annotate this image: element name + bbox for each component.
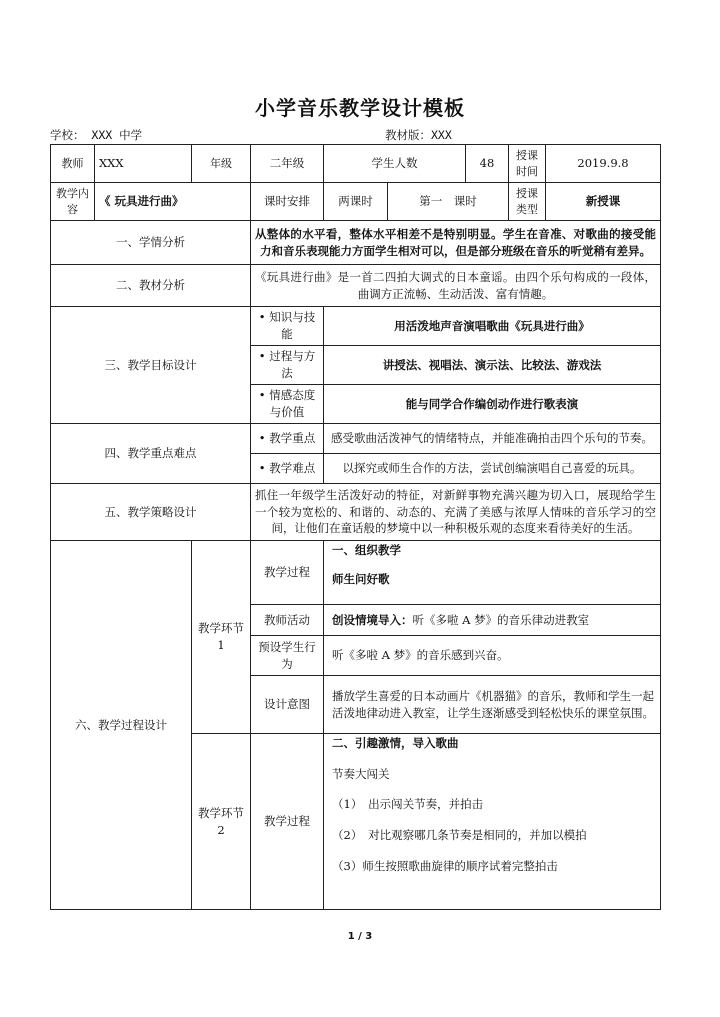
keypoint-row [51,424,661,454]
students-value: 48 [466,145,509,183]
stage2-label: 教学环节 2 [192,734,251,910]
keypoint-text: 感受歌曲活泼神气的情绪特点，并能准确拍击四个乐句的节奏。 [324,424,661,454]
goal-text: 讲授法、视唱法、演示法、比较法、游戏法 [324,346,661,385]
stage2-step: 节奏大闯关 [332,766,390,781]
stage1-row-label: 预设学生行为 [251,636,324,676]
grade-label: 年级 [192,145,251,183]
page-number: 1 / 3 [347,931,373,942]
time-label: 授课时间 [509,145,546,183]
process-row [51,541,661,605]
keypoint-label: • 教学重点 [251,424,324,454]
teacher-activity-cell [324,605,661,636]
material-text: 《玩具进行曲》是一首二四拍大调式的日本童谣。由四个乐句构成的一段体，曲调方正流畅、生动活泼、富有情趣。 [251,265,661,307]
analysis-row [51,221,661,265]
stage1-row-label: 设计意图 [251,676,324,734]
lesson-plan-table [50,144,661,910]
keypoints-label: 四、教学重点难点 [51,424,251,484]
process-label: 六、教学过程设计 [51,541,192,910]
design-intent-text: 播放学生喜爱的日本动画片《机器猫》的音乐，教师和学生一起活泼地律动进入教室，让学生逐渐感受到轻松快乐的课堂氛围。 [324,676,661,734]
student-behavior-text: 听《多啦 A 梦》的音乐感到兴奋。 [324,636,661,676]
content-label: 教学内容 [51,183,95,221]
stage2-step: （2） 对比观察哪几条节奏是相同的，并加以模拍 [332,828,587,843]
stage2-title: 二、引趣激情，导入歌曲 [332,736,459,750]
teacher-activity-text: 听《多啦 A 梦》的音乐律动进教室 [412,612,590,627]
material-label: 二、教材分析 [51,265,251,307]
stage2-step: （3）师生按照歌曲旋律的顺序试着完整拍击 [332,858,558,873]
stage1-label: 教学环节 1 [192,541,251,734]
keypoint-label: • 教学难点 [251,454,324,484]
stage2-row-label: 教学过程 [251,734,324,910]
goal-text: 能与同学合作编创动作进行歌表演 [324,385,661,424]
teacher-value: XXX [95,145,192,183]
strategy-row [51,484,661,541]
stage1-greeting: 师生问好歌 [332,571,390,586]
content-value: 《 玩具进行曲》 [95,183,251,221]
stage2-process-cell [324,734,661,910]
material-row [51,265,661,307]
edition-label: 教材版：XXX [385,128,452,142]
students-label: 学生人数 [324,145,466,183]
goal-text: 用活泼地声音演唱歌曲《玩具进行曲》 [324,307,661,346]
type-label: 授课类型 [509,183,546,221]
goal-label: • 过程与方法 [251,346,324,385]
info-row-2 [51,183,661,221]
goals-label: 三、教学目标设计 [51,307,251,424]
hours-label: 课时安排 [251,183,324,221]
strategy-label: 五、教学策略设计 [51,484,251,541]
stage1-row-label: 教学过程 [251,541,324,605]
strategy-text: 抓住一年级学生活泼好动的特征，对新鲜事物充满兴趣为切入口，展现给学生一个较为宽松的、和谐的、动态的、充满了美感与浓厚人情味的音乐学习的空间，让他们在童话般的梦境中以一种积极乐观的态度来看待美好的生活。 [251,484,661,541]
goal-row [51,307,661,346]
goal-label: • 情感态度与价值 [251,385,324,424]
goal-label: • 知识与技能 [251,307,324,346]
info-row-1 [51,145,661,183]
stage2-step: （1） 出示闯关节奏，并拍击 [332,797,484,812]
keypoint-text: 以探究或师生合作的方法，尝试创编演唱自己喜爱的玩具。 [324,454,661,484]
type-value: 新授课 [546,183,661,221]
teacher-activity-bold: 创设情境导入： [332,612,413,627]
analysis-text: 从整体的水平看，整体水平相差不是特别明显。学生在音准、对歌曲的接受能力和音乐表现能力方面学生相对可以，但是部分班级在音乐的听觉稍有差异。 [251,221,661,265]
grade-value: 二年级 [251,145,324,183]
stage1-title: 一、组织教学 [332,543,401,557]
page-title: 小学音乐教学设计模板 [255,96,465,120]
stage1-row-label: 教师活动 [251,605,324,636]
analysis-label: 一、学情分析 [51,221,251,265]
session-value: 第一 课时 [388,183,509,221]
teacher-label: 教师 [51,145,95,183]
hours-value: 两课时 [324,183,388,221]
time-value: 2019.9.8 [546,145,661,183]
stage1-process-cell [324,541,661,605]
school-label: 学校： XXX 中学 [50,128,143,142]
